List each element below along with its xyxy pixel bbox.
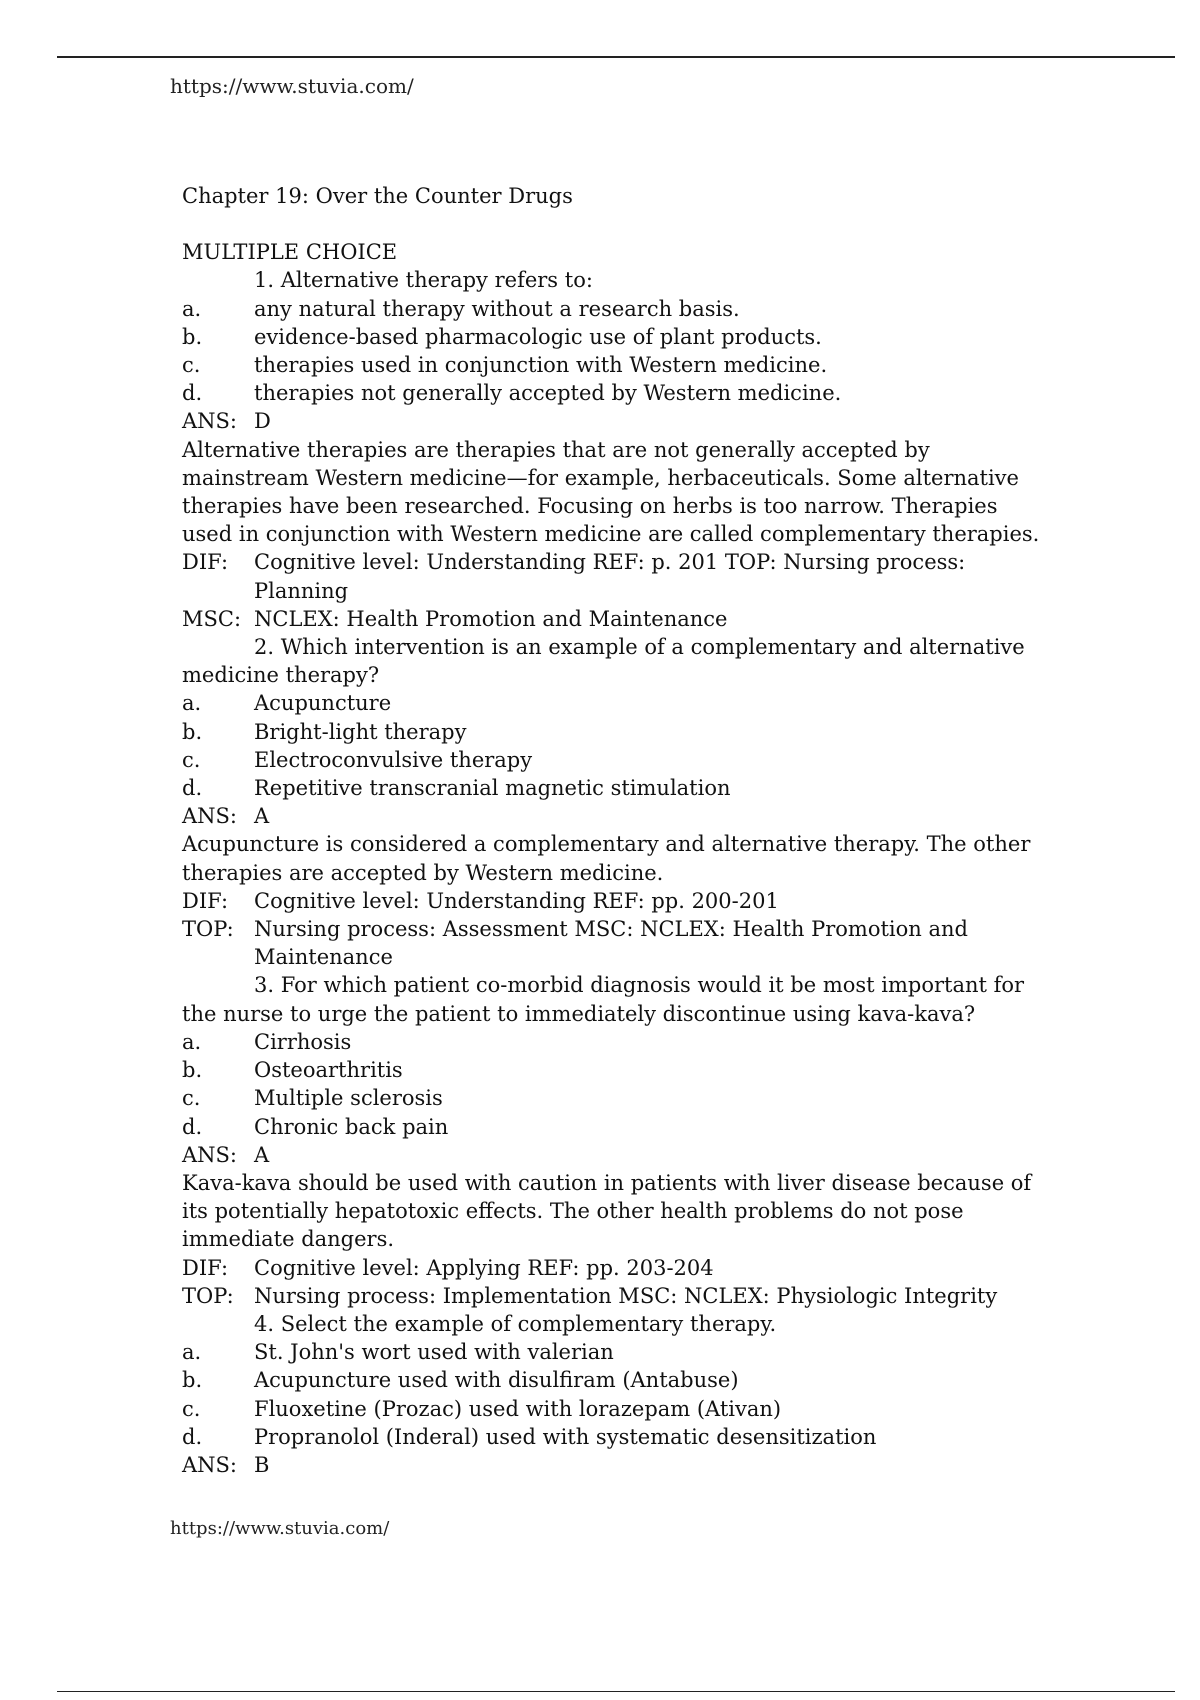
meta-text: Nursing process: Assessment MSC: NCLEX: Health Promotion and Maintenance (254, 917, 968, 970)
option-text: Bright-light therapy (254, 719, 467, 744)
answer-label: ANS: (182, 409, 238, 434)
option-letter: d. (182, 381, 203, 406)
option-letter: c. (182, 1086, 201, 1111)
question-2 (182, 633, 1052, 971)
footer-url[interactable]: https://www.stuvia.com/ (170, 1518, 390, 1539)
option-c (182, 746, 1052, 774)
option-letter: b. (182, 1058, 203, 1083)
option-text: Chronic back pain (254, 1114, 449, 1139)
option-text: St. John's wort used with valerian (254, 1340, 614, 1365)
document-body (182, 182, 1052, 1479)
option-c (182, 351, 1052, 379)
answer-line (182, 407, 1052, 435)
answer-label: ANS: (182, 1142, 238, 1167)
meta-label: DIF: (182, 888, 229, 913)
option-letter: a. (182, 691, 202, 716)
option-b (182, 1056, 1052, 1084)
answer-line (182, 1141, 1052, 1169)
answer-label: ANS: (182, 804, 238, 829)
option-text: Propranolol (Inderal) used with systematic desensitization (254, 1424, 877, 1449)
option-letter: a. (182, 296, 202, 321)
meta-label: DIF: (182, 1255, 229, 1280)
question-1 (182, 266, 1052, 633)
meta-text: Cognitive level: Understanding REF: p. 201 TOP: Nursing process: Planning (254, 550, 966, 603)
top-rule (57, 56, 1175, 58)
option-text: Osteoarthritis (254, 1058, 403, 1083)
option-a (182, 689, 1052, 717)
option-letter: c. (182, 747, 201, 772)
option-a (182, 1028, 1052, 1056)
option-c (182, 1084, 1052, 1112)
option-d (182, 774, 1052, 802)
answer-line (182, 802, 1052, 830)
answer-label: ANS: (182, 1452, 238, 1477)
meta-label: DIF: (182, 550, 229, 575)
option-letter: d. (182, 776, 203, 801)
option-letter: d. (182, 1424, 203, 1449)
option-text: Electroconvulsive therapy (254, 747, 533, 772)
header-url[interactable]: https://www.stuvia.com/ (170, 74, 414, 98)
meta-label: MSC: (182, 606, 242, 631)
option-letter: a. (182, 1340, 202, 1365)
option-letter: b. (182, 719, 203, 744)
option-text: therapies used in conjunction with Western medicine. (254, 353, 828, 378)
option-text: therapies not generally accepted by Western medicine. (254, 381, 842, 406)
answer-line (182, 1451, 1052, 1479)
rationale: Acupuncture is considered a complementary and alternative therapy. The other therapies are accepted by Western medicine. (182, 832, 1031, 885)
meta-text: Cognitive level: Applying REF: pp. 203-204 (254, 1255, 714, 1280)
meta-line (182, 915, 1052, 971)
meta-line (182, 548, 1052, 604)
option-b (182, 323, 1052, 351)
answer-value: D (254, 409, 271, 434)
option-text: Cirrhosis (254, 1029, 352, 1054)
question-stem: 4. Select the example of complementary therapy. (254, 1311, 777, 1336)
meta-label: TOP: (182, 1283, 234, 1308)
meta-text: Nursing process: Implementation MSC: NCLEX: Physiologic Integrity (254, 1283, 998, 1308)
option-letter: a. (182, 1029, 202, 1054)
meta-text: NCLEX: Health Promotion and Maintenance (254, 606, 728, 631)
meta-line (182, 887, 1052, 915)
meta-line (182, 1254, 1052, 1282)
option-text: Acupuncture used with disulfiram (Antabuse) (254, 1368, 739, 1393)
option-letter: b. (182, 1368, 203, 1393)
option-c (182, 1395, 1052, 1423)
option-letter: c. (182, 353, 201, 378)
bottom-rule (57, 1691, 1175, 1692)
section-heading: MULTIPLE CHOICE (182, 240, 398, 265)
answer-value: A (254, 1142, 270, 1167)
rationale: Kava-kava should be used with caution in patients with liver disease because of its potentially hepatotoxic effects. The other health problems do not pose immediate dangers. (182, 1170, 1032, 1252)
option-b (182, 718, 1052, 746)
meta-label: TOP: (182, 917, 234, 942)
option-text: Multiple sclerosis (254, 1086, 443, 1111)
option-a (182, 295, 1052, 323)
option-b (182, 1366, 1052, 1394)
chapter-title: Chapter 19: Over the Counter Drugs (182, 184, 573, 208)
option-text: any natural therapy without a research basis. (254, 296, 740, 321)
option-a (182, 1338, 1052, 1366)
question-4 (182, 1310, 1052, 1479)
question-stem: 2. Which intervention is an example of a complementary and alternative medicine therapy? (182, 635, 1025, 688)
option-letter: c. (182, 1396, 201, 1421)
meta-line (182, 605, 1052, 633)
option-text: Repetitive transcranial magnetic stimulation (254, 776, 731, 801)
option-d (182, 1113, 1052, 1141)
question-3 (182, 971, 1052, 1309)
question-stem: 3. For which patient co-morbid diagnosis would it be most important for the nurse to urge the patient to immediately discontinue using kava-kava? (182, 973, 1025, 1026)
option-d (182, 1423, 1052, 1451)
rationale: Alternative therapies are therapies that are not generally accepted by mainstream Western medicine—for example, herbaceuticals. Some alternative therapies have been researched. Focusing on herbs is too narrow. Therapies used in conjunction with Western medicine are called complementary therapies. (182, 437, 1040, 547)
meta-text: Cognitive level: Understanding REF: pp. 200-201 (254, 888, 779, 913)
meta-line (182, 1282, 1052, 1310)
answer-value: A (254, 804, 270, 829)
question-stem: 1. Alternative therapy refers to: (254, 268, 593, 293)
option-text: Acupuncture (254, 691, 392, 716)
answer-value: B (254, 1452, 270, 1477)
option-letter: d. (182, 1114, 203, 1139)
option-text: evidence-based pharmacologic use of plant products. (254, 324, 822, 349)
option-letter: b. (182, 324, 203, 349)
option-text: Fluoxetine (Prozac) used with lorazepam (Ativan) (254, 1396, 782, 1421)
option-d (182, 379, 1052, 407)
